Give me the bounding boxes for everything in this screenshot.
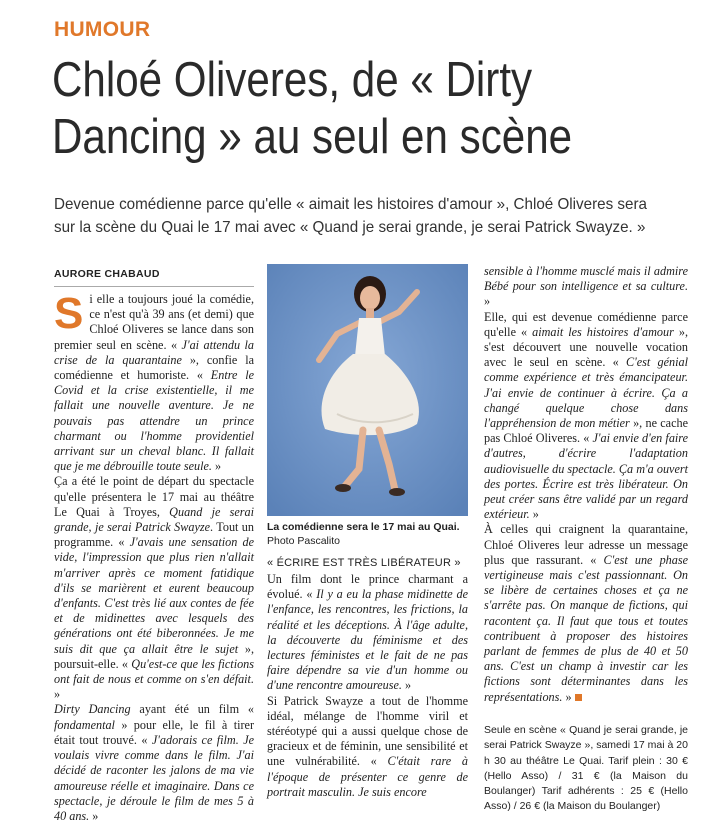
article-column-2 bbox=[267, 572, 468, 800]
article-photo bbox=[267, 264, 468, 516]
paragraph: Elle, qui est devenue comédienne parce qu'elle « aimait les histoires d'amour », s'est découvert une nouvelle vocation avec le seul en scène. « C'est génial comme expérience et très émancipateur. J'ai envie de continuer à écrire. Ça a changé quelque chose dans l'appréhension de mon métier », ne cache pas Chloé Oliveres. « J'ai envie d'en faire d'autres, d'écrire l'adaptation audiovisuelle du spectacle. Ça m'a ouvert des portes. Écrire est très libérateur. On peut créer sans être validé par un regard extérieur. » bbox=[484, 309, 689, 522]
author-byline: AURORE CHABAUD bbox=[54, 268, 160, 280]
paragraph: Si elle a toujours joué la comédie, ce n'est qu'à 39 ans (et demi) que Chloé Oliveres se lance dans son premier seul en scène. « J'ai attendu la crise de la quarantaine », confie la comédienne et humoriste. « Entre le Covid et la crise existentielle, il me fallait une nouvelle aventure. Je ne pouvais pas attendre un prince charmant ou l'homme providentiel arrivant sur un cheval blanc. Il fallait que je me débrouille toute seule. » bbox=[54, 289, 255, 474]
paragraph: Un film dont le prince charmant a évolué. « Il y a eu la phase midinette de l'enfance, les rencontres, les frictions, la réalité et les déceptions. À l'âge adulte, la découverte du féminisme et des lectures féministes et le fait de ne pas faire dépendre sa vie d'un homme ou d'une rencontre amoureuse. » bbox=[267, 572, 468, 693]
byline-divider bbox=[54, 286, 254, 287]
article-column-3 bbox=[484, 264, 688, 705]
paragraph: sensible à l'homme musclé mais il admire Bébé pour son intelligence et sa culture. » bbox=[484, 264, 688, 309]
end-mark-icon bbox=[575, 694, 582, 701]
paragraph: Dirty Dancing ayant été un film « fondamental » pour elle, le fil à tirer était tout trouvé. « J'adorais ce film. Je voulais vivre comme dans le film. J'ai décidé de raconter les jalons de ma vie amoureuse réelle et imaginaire. Dans ce spectacle, je déroule le film de mes 5 à 40 ans. » bbox=[54, 702, 255, 823]
event-info-box: Seule en scène « Quand je serai grande, je serai Patrick Swayze », samedi 17 mai à 20 h 30 au théâtre Le Quai. Tarif plein : 30 € (Hello Asso) / 31 € (la Maison du Boulanger) Tarif adhérents : 25 € (Hello Asso) / 26 € (la Maison du Boulanger) bbox=[484, 724, 688, 813]
drop-cap: S bbox=[54, 289, 84, 338]
paragraph: Si Patrick Swayze a tout de l'homme idéal, mélange de l'homme viril et stéréotypé qui a aussi quelque chose de gracieux et de féminin, une sensibilité et une vulnérabilité. « C'était rare à l'époque de présenter ce genre de portrait masculin. Je suis encore bbox=[267, 693, 468, 799]
article-column-1 bbox=[54, 289, 255, 824]
headline-line-2: Dancing » au seul en scène bbox=[52, 110, 573, 164]
headline bbox=[52, 52, 602, 166]
photo-caption bbox=[267, 520, 468, 548]
dancer-photo-illustration bbox=[267, 264, 468, 516]
paragraph: À celles qui craignent la quarantaine, Chloé Oliveres leur adresse un message plus que rassurant. « C'est une phase vertigineuse mais c'est passionnant. On se libère de certaines choses et ça ne s'arrête pas. On manque de fictions, qui racontent ça. Il faut que tous et toutes contribuent à proposer des histoires parlant de femmes de plus de 40 et 50 ans. C'est un champ à investir car les fictions sont déterminantes dans les représentations. » bbox=[484, 522, 688, 704]
subheading: « ÉCRIRE EST TRÈS LIBÉRATEUR » bbox=[267, 557, 461, 569]
paragraph: Ça a été le point de départ du spectacle qu'elle présentera le 17 mai au théâtre Le Quai à Troyes, Quand je serai grande, je serai Patrick Swayze. Tout un programme. « J'avais une sensation de vide, l'impression que plus rien n'allait m'arriver après ce moment fatidique d'ils se marièrent et eurent beaucoup d'enfants. C'est très lié aux contes de fée et de midinettes avec lesquels des générations ont été biberonnées. Je me suis dit que ça allait être le sujet », poursuit-elle. « Qu'est-ce que les fictions ont fait de nous et comme on s'en défait. » bbox=[54, 474, 255, 702]
caption-text: La comédienne sera le 17 mai au Quai. bbox=[267, 521, 460, 533]
section-rubric: HUMOUR bbox=[54, 18, 151, 41]
headline-line-1: Chloé Oliveres, de « Dirty bbox=[52, 53, 533, 107]
lead-paragraph: Devenue comédienne parce qu'elle « aimait les histoires d'amour », Chloé Oliveres sera sur la scène du Quai le 17 mai avec « Quand je serai grande, je serai Patrick Swayze. » bbox=[54, 196, 648, 236]
photo-credit: Photo Pascalito bbox=[267, 535, 340, 547]
